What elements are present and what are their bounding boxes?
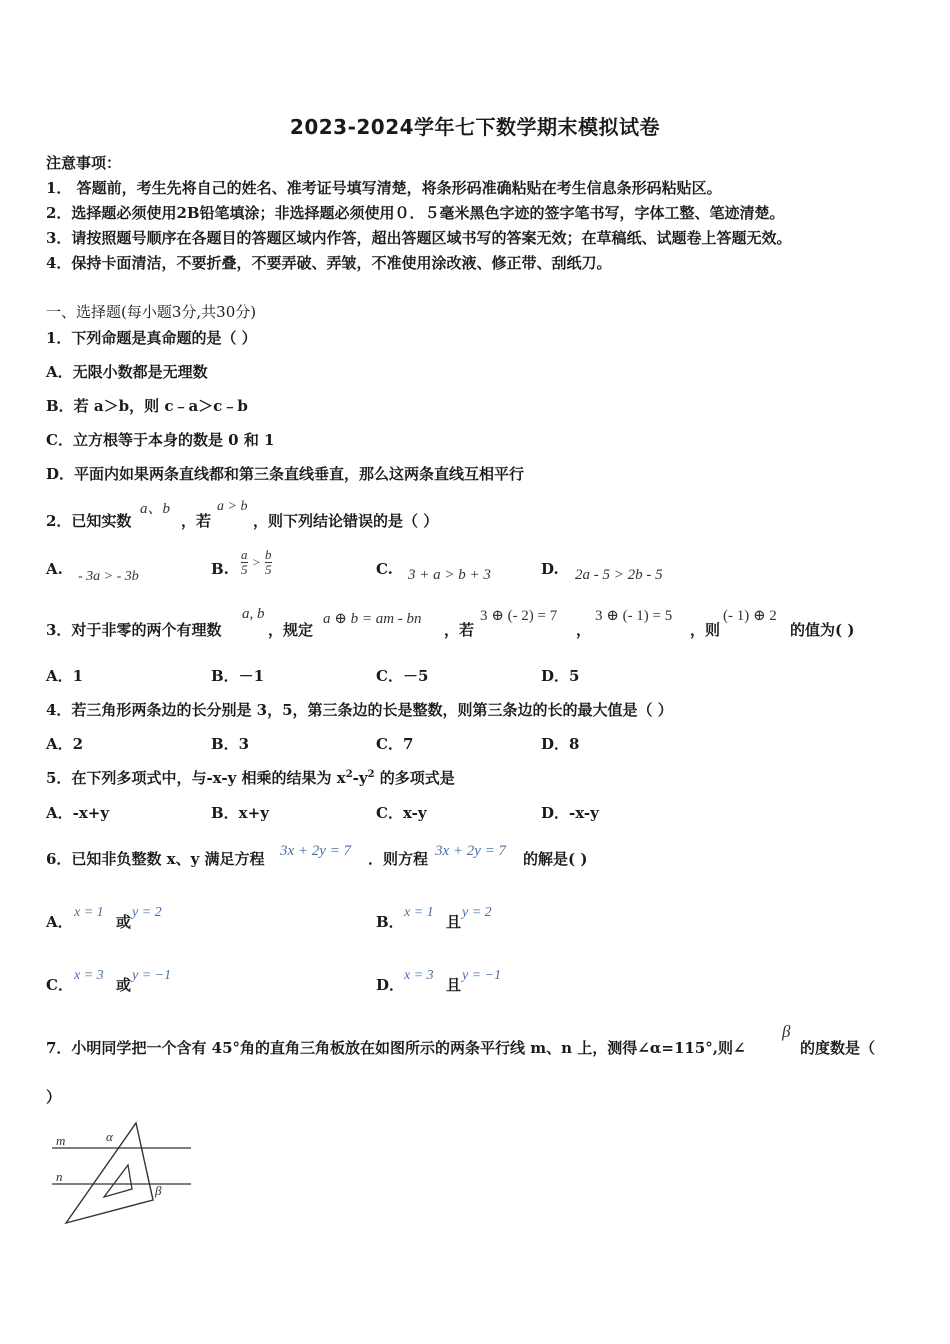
q2-stem-part3: ，则下列结论错误的是（ ）: [253, 512, 439, 530]
q7-beta: β: [782, 1022, 791, 1041]
q6-option-d-word: 且: [446, 976, 462, 994]
triangle-inner: [104, 1165, 132, 1197]
q6-option-a-y: y = 2: [132, 905, 162, 920]
label-n: n: [56, 1169, 63, 1184]
notes-heading: 注意事项：: [46, 154, 122, 172]
page-title: 2023-2024学年七下数学期末模拟试卷: [289, 115, 661, 139]
q6-option-b-word: 且: [446, 913, 462, 931]
q3-separator: ，: [576, 621, 592, 639]
q2-option-b-expr: $\frac{a}{5}$ > $\frac{b}{5}$: [241, 547, 272, 577]
q2-variables: a、b: [140, 501, 171, 517]
q5-option-b: B．x+y: [211, 804, 269, 822]
q6-option-d-x: x = 3: [404, 968, 434, 983]
q1-option-c: C．立方根等于本身的数是 0 和 1: [46, 431, 275, 449]
q5-option-a: A．-x+y: [46, 804, 110, 822]
q2-b-fraction-b: $\frac{b}{5}$: [265, 547, 272, 577]
q7-figure: [46, 1115, 196, 1230]
q6-stem-part2: ．则方程: [368, 850, 429, 868]
q3-definition: a ⊕ b = am - bn: [323, 611, 422, 627]
q2-option-a-expr: - 3a > - 3b: [78, 569, 139, 584]
q1-stem: 1．下列命题是真命题的是（ ）: [46, 329, 257, 347]
q1-option-a: A．无限小数都是无理数: [46, 363, 208, 381]
q7-stem-end: 的度数是（: [800, 1039, 876, 1057]
q3-stem-part4: ，则: [690, 621, 721, 639]
q2-option-d-expr: 2a - 5 > 2b - 5: [575, 567, 663, 583]
q2-option-b-label: B.: [211, 560, 229, 578]
q6-option-a-word: 或: [116, 913, 132, 931]
q2-b-fraction-a: $\frac{a}{5}$: [241, 547, 248, 577]
q4-option-c: C．7: [376, 735, 414, 753]
q6-option-b-x: x = 1: [404, 905, 434, 920]
q6-option-b-label: B．: [376, 913, 404, 931]
q2-stem-part2: ，若: [181, 512, 212, 530]
q6-equation-2: 3x + 2y = 7: [435, 843, 507, 859]
q6-option-d-y: y = −1: [462, 968, 502, 983]
q7-close-paren: ）: [46, 1088, 62, 1106]
q1-option-b: B．若 a＞b，则 c﹣a＞c﹣b: [46, 397, 248, 415]
q6-stem-part3: 的解是( ): [523, 850, 588, 868]
q3-stem-part3: ，若: [444, 621, 475, 639]
q6-option-c-word: 或: [116, 976, 132, 994]
q4-option-b: B．3: [211, 735, 250, 753]
q2-option-c-label: C.: [376, 560, 393, 578]
q3-variables: a, b: [242, 606, 265, 622]
q6-option-c-x: x = 3: [74, 968, 104, 983]
q6-option-c-label: C．: [46, 976, 73, 994]
q6-option-d-label: D．: [376, 976, 405, 994]
note-item-1: 1． 答题前，考生先将自己的姓名、准考证号填写清楚，将条形码准确粘贴在考生信息条形码粘贴区。: [46, 179, 722, 197]
q3-condition-2: 3 ⊕ (- 1) = 5: [595, 608, 673, 624]
q6-option-c-y: y = −1: [132, 968, 172, 983]
q3-option-a: A．1: [46, 667, 84, 685]
q2-option-a-label: A.: [46, 560, 63, 578]
q2-stem-part1: 2．已知实数: [46, 512, 132, 530]
q6-equation-1: 3x + 2y = 7: [280, 843, 352, 859]
label-beta: β: [155, 1183, 162, 1198]
q3-stem-part2: ，规定: [268, 621, 314, 639]
section-heading: 一、选择题(每小题3分,共30分): [46, 303, 257, 321]
q3-option-c: C．－5: [376, 667, 429, 685]
q4-option-d: D．8: [541, 735, 580, 753]
q3-stem-part1: 3．对于非零的两个有理数: [46, 621, 222, 639]
note-item-3: 3．请按照题号顺序在各题目的答题区域内作答，超出答题区域书写的答案无效；在草稿纸、试题卷上答题无效。: [46, 229, 792, 247]
note-item-4: 4．保持卡面清洁，不要折叠，不要弄破、弄皱，不准使用涂改液、修正带、刮纸刀。: [46, 254, 612, 272]
q7-stem: 7．小明同学把一个含有 45°角的直角三角板放在如图所示的两条平行线 m、n 上，测得∠α=115°,则∠: [46, 1039, 746, 1057]
q3-option-b: B．－1: [211, 667, 265, 685]
q6-option-a-label: A．: [46, 913, 73, 931]
q3-option-d: D．5: [541, 667, 580, 685]
q2-option-c-expr: 3 + a > b + 3: [408, 567, 491, 583]
q2-option-d-label: D.: [541, 560, 559, 578]
q5-option-d: D．-x-y: [541, 804, 599, 822]
q5-option-c: C．x-y: [376, 804, 427, 822]
label-alpha: α: [106, 1129, 113, 1144]
q3-stem-part5: 的值为( ): [790, 621, 855, 639]
q3-expression: (- 1) ⊕ 2: [723, 608, 777, 624]
q2-condition: a > b: [217, 499, 248, 514]
q4-option-a: A．2: [46, 735, 84, 753]
label-m: m: [56, 1133, 66, 1148]
note-item-2: 2．选择题必须使用2B铅笔填涂；非选择题必须使用０．５毫米黑色字迹的签字笔书写，字体工整、笔迹清楚。: [46, 204, 785, 222]
q1-option-d: D．平面内如果两条直线都和第三条直线垂直，那么这两条直线互相平行: [46, 465, 525, 483]
q5-stem: 5．在下列多项式中，与-x-y 相乘的结果为 $x^2-y^2$ 的多项式是: [46, 769, 455, 787]
q6-option-a-x: x = 1: [74, 905, 104, 920]
q6-option-b-y: y = 2: [462, 905, 492, 920]
q4-stem: 4．若三角形两条边的长分别是 3，5，第三条边的长是整数，则第三条边的长的最大值是（ ）: [46, 701, 673, 719]
q3-condition-1: 3 ⊕ (- 2) = 7: [480, 608, 558, 624]
q6-stem-part1: 6．已知非负整数 x、y 满足方程: [46, 850, 265, 868]
